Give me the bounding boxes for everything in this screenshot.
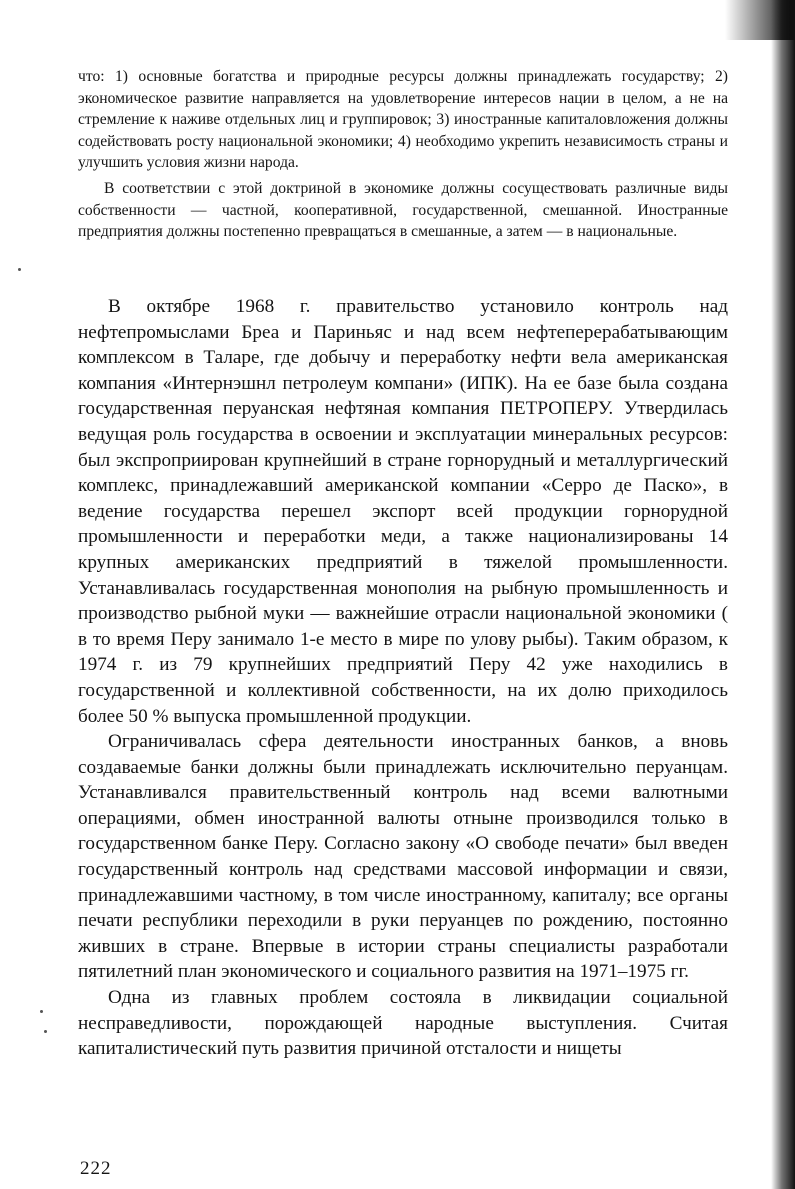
paragraph-doctrine-points: что: 1) основные богатства и природные ресурсы должны принадлежать государству; 2) экономическое развитие направляется на удовлетворение интересов нации в целом, а не на стремление к наживе отдельных лиц и группировок; 3) иностранные капиталовложения должны содействовать росту национальной экономики; 4) необходимо укрепить независимость страны и улучшить условия жизни народа. xyxy=(78,68,728,172)
paragraph-banking-press: Ограничивалась сфера деятельности иностранных банков, а вновь создаваемые банки должны были принадлежать исключительно перуанцам. Устанавливался правительственный контроль над всеми валютными операциями, обмен иностранной валюты отныне производился только в государственном банке Перу. Согласно закону «О свободе печати» был введен государственный контроль над средствами массовой информации и связи, принадлежавшими частному, в том числе иностранному, капиталу; все органы печати республики переходили в руки перуанцев по рождению, постоянно живших в стране. Впервые в истории страны специалисты разработали пятилетний план экономического и социального развития на 1971–1975 гг. xyxy=(78,731,728,983)
small-print-section xyxy=(78,66,728,243)
main-text-section xyxy=(78,294,728,1062)
page-number: 222 xyxy=(80,1158,112,1179)
scan-speck xyxy=(44,1030,47,1033)
scan-speck xyxy=(18,268,21,271)
scan-binding-shadow xyxy=(771,0,795,1189)
scan-speck xyxy=(40,1010,43,1013)
paragraph-oil-nationalization: В октябре 1968 г. правительство установило контроль над нефтепромыслами Бреа и Париньяс и над всем нефтеперерабатывающим комплексом в Таларе, где добычу и переработку нефти вела американская компания «Интернэшнл петролеум компани» (ИПК). На ее базе была создана государственная перуанская нефтяная компания ПЕТРОПЕРУ. Утвердилась ведущая роль государства в освоении и эксплуатации минеральных ресурсов: был экспроприирован крупнейший в стране горнорудный и металлургический комплекс, принадлежавший американской компании «Серро де Паско», в ведение государства перешел экспорт всей продукции горнорудной промышленности и переработки меди, а также национализированы 14 крупных американских предприятий в тяжелой промышленности. Устанавливалась государственная монополия на рыбную промышленность и производство рыбной муки — важнейшие отрасли национальной экономики ( в то время Перу занимало 1-е место в мире по улову рыбы). Таким образом, к 1974 г. из 79 крупнейших предприятий Перу 42 уже находились в государственной и коллективной собственности, на их долю приходилось более 50 % выпуска промышленной продукции. xyxy=(78,296,728,727)
paragraph-property-types: В соответствии с этой доктриной в экономике должны сосуществовать различные виды собственности — частной, кооперативной, государственной, смешанной. Иностранные предприятия должны постепенно превращаться в смешанные, а затем — в национальные. xyxy=(78,179,728,241)
paragraph-social-injustice: Одна из главных проблем состояла в ликвидации социальной несправедливости, порождающей народные выступления. Считая капиталистический путь развития причиной отсталости и нищеты xyxy=(78,987,728,1060)
